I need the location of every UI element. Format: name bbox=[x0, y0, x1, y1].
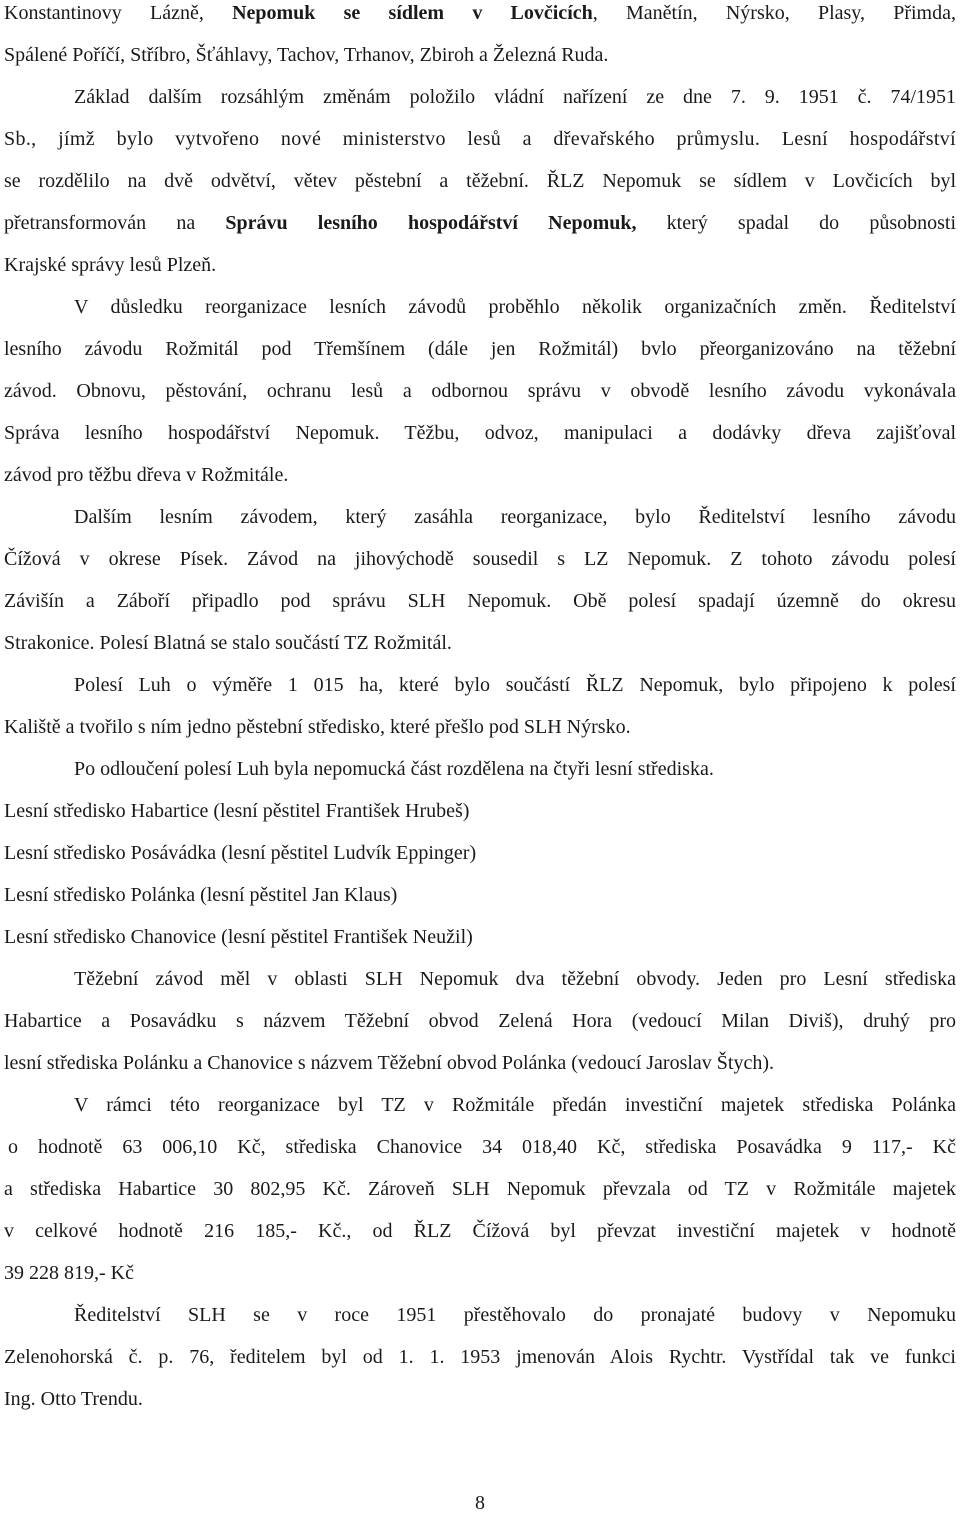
text-run: , Manětín, Nýrsko, Plasy, Přimda, bbox=[592, 2, 956, 24]
paragraph-line: Základ dalším rozsáhlým změnám položilo vládní nařízení ze dne 7. 9. 1951 č. 74/1951 bbox=[74, 86, 956, 108]
paragraph-line: Dalším lesním závodem, který zasáhla reorganizace, bylo Ředitelství lesního závodu bbox=[74, 506, 956, 528]
paragraph-line: 39 228 819,- Kč bbox=[4, 1262, 134, 1284]
paragraph-line: Zelenohorská č. p. 76, ředitelem byl od 1. 1. 1953 jmenován Alois Rychtr. Vystřídal tak ve funkci bbox=[4, 1346, 956, 1368]
text-run: Konstantinovy Lázně, bbox=[4, 2, 233, 24]
paragraph-line: a střediska Habartice 30 802,95 Kč. Zároveň SLH Nepomuk převzala od TZ v Rožmitále majetek bbox=[4, 1178, 956, 1200]
paragraph-line: v celkové hodnotě 216 185,- Kč., od ŘLZ Čížová byl převzat investiční majetek v hodnotě bbox=[4, 1220, 956, 1242]
paragraph-line: Sb., jímž bylo vytvořeno nové ministerstvo lesů a dřevařského průmyslu. Lesní hospodářství bbox=[4, 128, 956, 150]
paragraph-line: Závišín a Záboří připadlo pod správu SLH Nepomuk. Obě polesí spadají územně do okresu bbox=[4, 590, 956, 612]
paragraph-line bbox=[4, 210, 956, 236]
list-item: Lesní středisko Polánka (lesní pěstitel Jan Klaus) bbox=[4, 884, 398, 906]
paragraph-line: Ředitelství SLH se v roce 1951 přestěhovalo do pronajaté budovy v Nepomuku bbox=[74, 1304, 956, 1326]
paragraph-line: Polesí Luh o výměře 1 015 ha, které bylo součástí ŘLZ Nepomuk, bylo připojeno k polesí bbox=[74, 674, 956, 696]
paragraph-line: lesní střediska Polánku a Chanovice s názvem Těžební obvod Polánka (vedoucí Jaroslav Štych). bbox=[4, 1052, 774, 1074]
list-item: Lesní středisko Habartice (lesní pěstitel František Hrubeš) bbox=[4, 800, 470, 822]
paragraph-line: V důsledku reorganizace lesních závodů proběhlo několik organizačních změn. Ředitelství bbox=[74, 296, 956, 318]
bold-text-run: Nepomuk se sídlem v Lovčicích bbox=[232, 2, 593, 24]
list-item: Lesní středisko Posávádka (lesní pěstitel Ludvík Eppinger) bbox=[4, 842, 477, 864]
paragraph-line: závod pro těžbu dřeva v Rožmitále. bbox=[4, 464, 289, 486]
paragraph-line: Spálené Poříčí, Stříbro, Šťáhlavy, Tachov, Trhanov, Zbiroh a Železná Ruda. bbox=[4, 44, 609, 66]
paragraph-line: Krajské správy lesů Plzeň. bbox=[4, 254, 217, 276]
paragraph-line: Po odloučení polesí Luh byla nepomucká část rozdělena na čtyři lesní střediska. bbox=[74, 758, 714, 780]
text-run: který spadal do působnosti bbox=[636, 212, 956, 234]
paragraph-line: o hodnotě 63 006,10 Kč, střediska Chanovice 34 018,40 Kč, střediska Posavádka 9 117,- Kč bbox=[8, 1136, 956, 1158]
paragraph-line: Kaliště a tvořilo s ním jedno pěstební středisko, které přešlo pod SLH Nýrsko. bbox=[4, 716, 631, 738]
paragraph-line: Čížová v okrese Písek. Závod na jihovýchodě sousedil s LZ Nepomuk. Z tohoto závodu polesí bbox=[4, 548, 956, 570]
paragraph-line: závod. Obnovu, pěstování, ochranu lesů a odbornou správu v obvodě lesního závodu vykonávala bbox=[4, 380, 956, 402]
bold-text-run: Správu lesního hospodářství Nepomuk, bbox=[225, 212, 637, 234]
paragraph-line: Habartice a Posavádku s názvem Těžební obvod Zelená Hora (vedoucí Milan Diviš), druhý pro bbox=[4, 1010, 956, 1032]
paragraph-line bbox=[4, 0, 956, 26]
paragraph-line: Těžební závod měl v oblasti SLH Nepomuk dva těžební obvody. Jeden pro Lesní střediska bbox=[74, 968, 956, 990]
page-number: 8 bbox=[475, 1492, 485, 1514]
paragraph-line: V rámci této reorganizace byl TZ v Rožmitále předán investiční majetek střediska Polánka bbox=[74, 1094, 956, 1116]
paragraph-line: lesního závodu Rožmitál pod Třemšínem (dále jen Rožmitál) bvlo přeorganizováno na těžební bbox=[4, 338, 956, 360]
paragraph-line: Strakonice. Polesí Blatná se stalo součástí TZ Rožmitál. bbox=[4, 632, 452, 654]
paragraph-line: Správa lesního hospodářství Nepomuk. Těžbu, odvoz, manipulaci a dodávky dřeva zajišťoval bbox=[4, 422, 956, 444]
paragraph-line: Ing. Otto Trendu. bbox=[4, 1388, 143, 1410]
paragraph-line: se rozdělilo na dvě odvětví, větev pěstební a těžební. ŘLZ Nepomuk se sídlem v Lovčicích byl bbox=[4, 170, 956, 192]
text-run: přetransformován na bbox=[4, 212, 226, 234]
list-item: Lesní středisko Chanovice (lesní pěstitel František Neužil) bbox=[4, 926, 473, 948]
